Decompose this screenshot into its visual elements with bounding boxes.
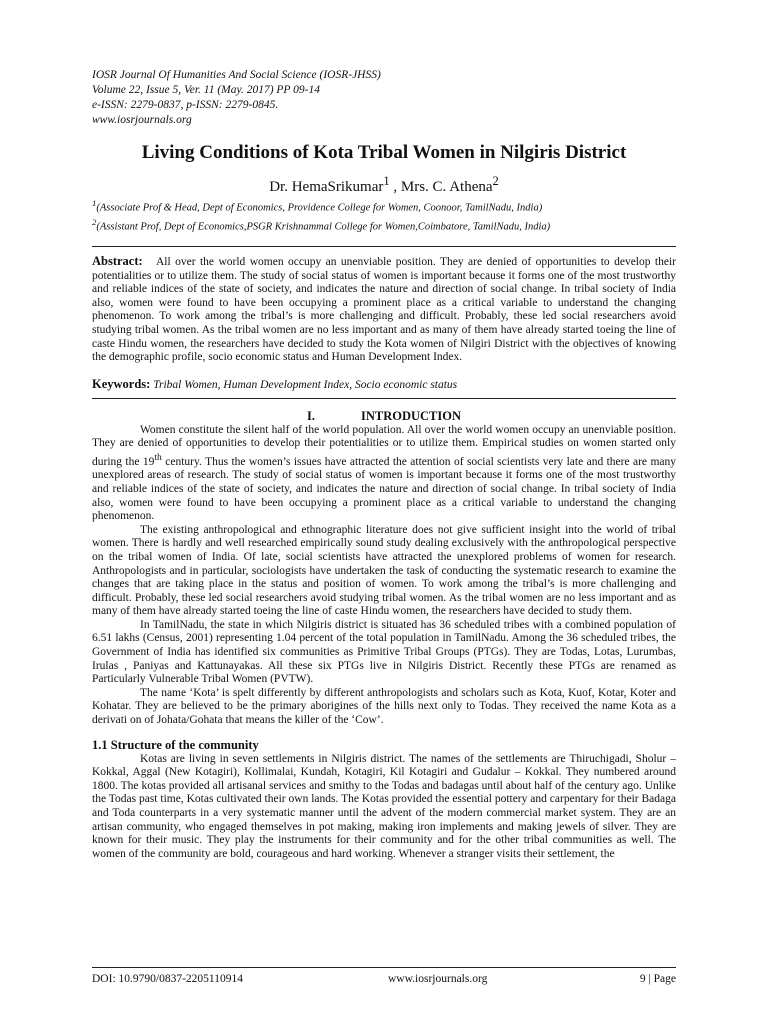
paper-title: Living Conditions of Kota Tribal Women in Nilgiris District: [141, 142, 627, 163]
section-heading-introduction: [92, 409, 676, 424]
intro-paragraph-1: [92, 424, 676, 524]
keywords-label: Keywords:: [92, 376, 151, 391]
affiliation-1: [92, 197, 676, 215]
keywords-text: Tribal Women, Human Development Index, Socio economic status: [153, 378, 458, 391]
abstract-label: Abstract:: [92, 254, 143, 268]
keywords-block: [92, 377, 676, 392]
footer-site[interactable]: www.iosrjournals.org: [388, 973, 488, 985]
page-footer: [92, 967, 676, 985]
footer-doi: DOI: 10.9790/0837-2205110914: [92, 973, 243, 985]
intro-p1-part-a: Women constitute the silent half of the world population. All over the world women occupy an unenviable position. They are denied of opportunities to develop their potentialities or to utilize them. Empirical studies on women started only during the 19: [92, 423, 676, 468]
affiliation-1-text: (Associate Prof & Head, Dept of Economics, Providence College for Women, Coonoor, TamilNadu, India): [96, 202, 543, 214]
affiliation-2-text: (Assistant Prof, Dept of Economics,PSGR Krishnammal College for Women,Coimbatore, TamilNadu, India): [96, 221, 551, 232]
author-1-sup: 1: [383, 174, 390, 188]
section-title: INTRODUCTION: [360, 408, 461, 423]
structure-paragraph-1: Kotas are living in seven settlements in Nilgiris district. The names of the settlements are Thiruchigadi, Sholur – Kokkal, Aggal (New Kotagiri), Kollimalai, Kundah, Kotagiri, Kil Kotagiri and Gudalur – Kokkal. They numbered around 1800. The kotas provided all artisanal services and smithy to the Todas and badagas until about half of the century ago. Unlike the Todas past time, Kotas cultivated their own lands. The Kotas provided the essential pottery and carpentary for their Badaga and Toda counterparts in a very systematic manner until the advent of the modern commercial market system. They are an artisan community, who engaged themselves in pot making, making iron implements and making jewels of silver. They are known for their music. They play the instruments for their community and for the other tribal communities as well. The women of the community are bold, courageous and hard working. Whenever a stranger visits their settlement, the: [92, 752, 676, 860]
author-2: Mrs. C. Athena: [400, 179, 493, 195]
intro-paragraph-4: The name ‘Kota’ is spelt differently by different anthropologists and scholars such as Kota, Kuof, Kotar, Koter and Kohatar. They are believed to be the primary aborigines of the hills next only to Todas. They received the name Kota as a derivati on of Johata/Gohata that means the killer of the ‘Cow’.: [92, 686, 676, 727]
journal-header: [92, 68, 676, 128]
affiliation-2-sup: 2: [92, 216, 97, 227]
journal-issn: e-ISSN: 2279-0837, p-ISSN: 2279-0845.: [92, 99, 279, 111]
abstract-text: All over the world women occupy an unenviable position. They are denied of opportunities to develop their potentialities or to utilize them. The study of social status of women is important because it forms one of the most trustworthy and reliable indices of the state of society, and indicates the nature and direction of social change. In tribal society of India also, women were found to have been occupying a prominent place as a critical variable to understand the changing phenomenon. To work among the tribal’s is more challenging and difficult. Probably, these led social researchers avoid studying tribal women. As the tribal women are no less important and as many of them have already started toeing the line of caste Hindu women, the researchers have decided to study the Kota women of Nilgiri District with the objectives of knowing the demographic profile, socio economic status and Human Development Index.: [92, 256, 676, 364]
author-separator: ,: [389, 179, 401, 195]
author-2-sup: 2: [492, 174, 499, 188]
paper-page: [92, 68, 676, 861]
journal-url[interactable]: www.iosrjournals.org: [92, 114, 192, 126]
structure-body: [92, 753, 676, 862]
footer-page-number: 9 | Page: [639, 973, 676, 985]
journal-volume: Volume 22, Issue 5, Ver. 11 (May. 2017) PP 09-14: [92, 84, 320, 96]
introduction-body: [92, 424, 676, 728]
intro-p1-sup: th: [154, 451, 162, 463]
affiliation-1-sup: 1: [92, 198, 97, 208]
affiliation-2: [92, 216, 676, 234]
intro-p1-part-b: century. Thus the women’s issues have attracted the attention of social scientists very late and there are many unexplored areas of research. The study of social status of women is important because it forms one of the most trustworthy and reliable indices of the state of society, and indicates the nature and direction of social change. In tribal society of India also, women were found to have been occupying a prominent place as a critical variable to understand the changing phenomenon.: [92, 455, 676, 523]
subsection-heading-structure: 1.1 Structure of the community: [92, 737, 259, 752]
author-1: Dr. HemaSrikumar: [269, 179, 384, 195]
intro-paragraph-3: In TamilNadu, the state in which Nilgiris district is situated has 36 scheduled tribes with a combined population of 6.51 lakhs (Census, 2001) representing 1.04 percent of the total population in TamilNadu. Among the 36 scheduled tribes, the Government of India has identified six communities as Primitive Tribal Groups (PTGs). They are Todas, Lotas, Lurumbas, Irulas , Paniyas and Kattunayakas. All these six PTGs live in Nilgiris District. Recently these PTGs are renamed as Particularly Vulnerable Tribal Women (PVTW).: [92, 618, 676, 686]
abstract-block: [92, 246, 676, 365]
author-line: [92, 174, 676, 196]
keywords-divider: [92, 398, 676, 399]
section-number: I.: [306, 408, 315, 423]
intro-paragraph-2: The existing anthropological and ethnographic literature does not give sufficient insight into the world of tribal women. There is hardly and well researched empirically sound study dealing exclusively with the anthropological perspective on the tribal women of India. Of late, social scientists have attracted the unexplored problems of women for research. Anthropologists and in particular, sociologists have undertaken the task of conducting the systematic research to examine the changes that are taking place in the status and position of women. To work among the tribal’s is more challenging and difficult. Probably, these led social researchers avoid studying tribal women. As the tribal women are no less important and as many of them have already started toeing the line of caste Hindu women, the researchers have decided to study them.: [92, 523, 676, 618]
journal-name: IOSR Journal Of Humanities And Social Science (IOSR-JHSS): [92, 69, 381, 81]
